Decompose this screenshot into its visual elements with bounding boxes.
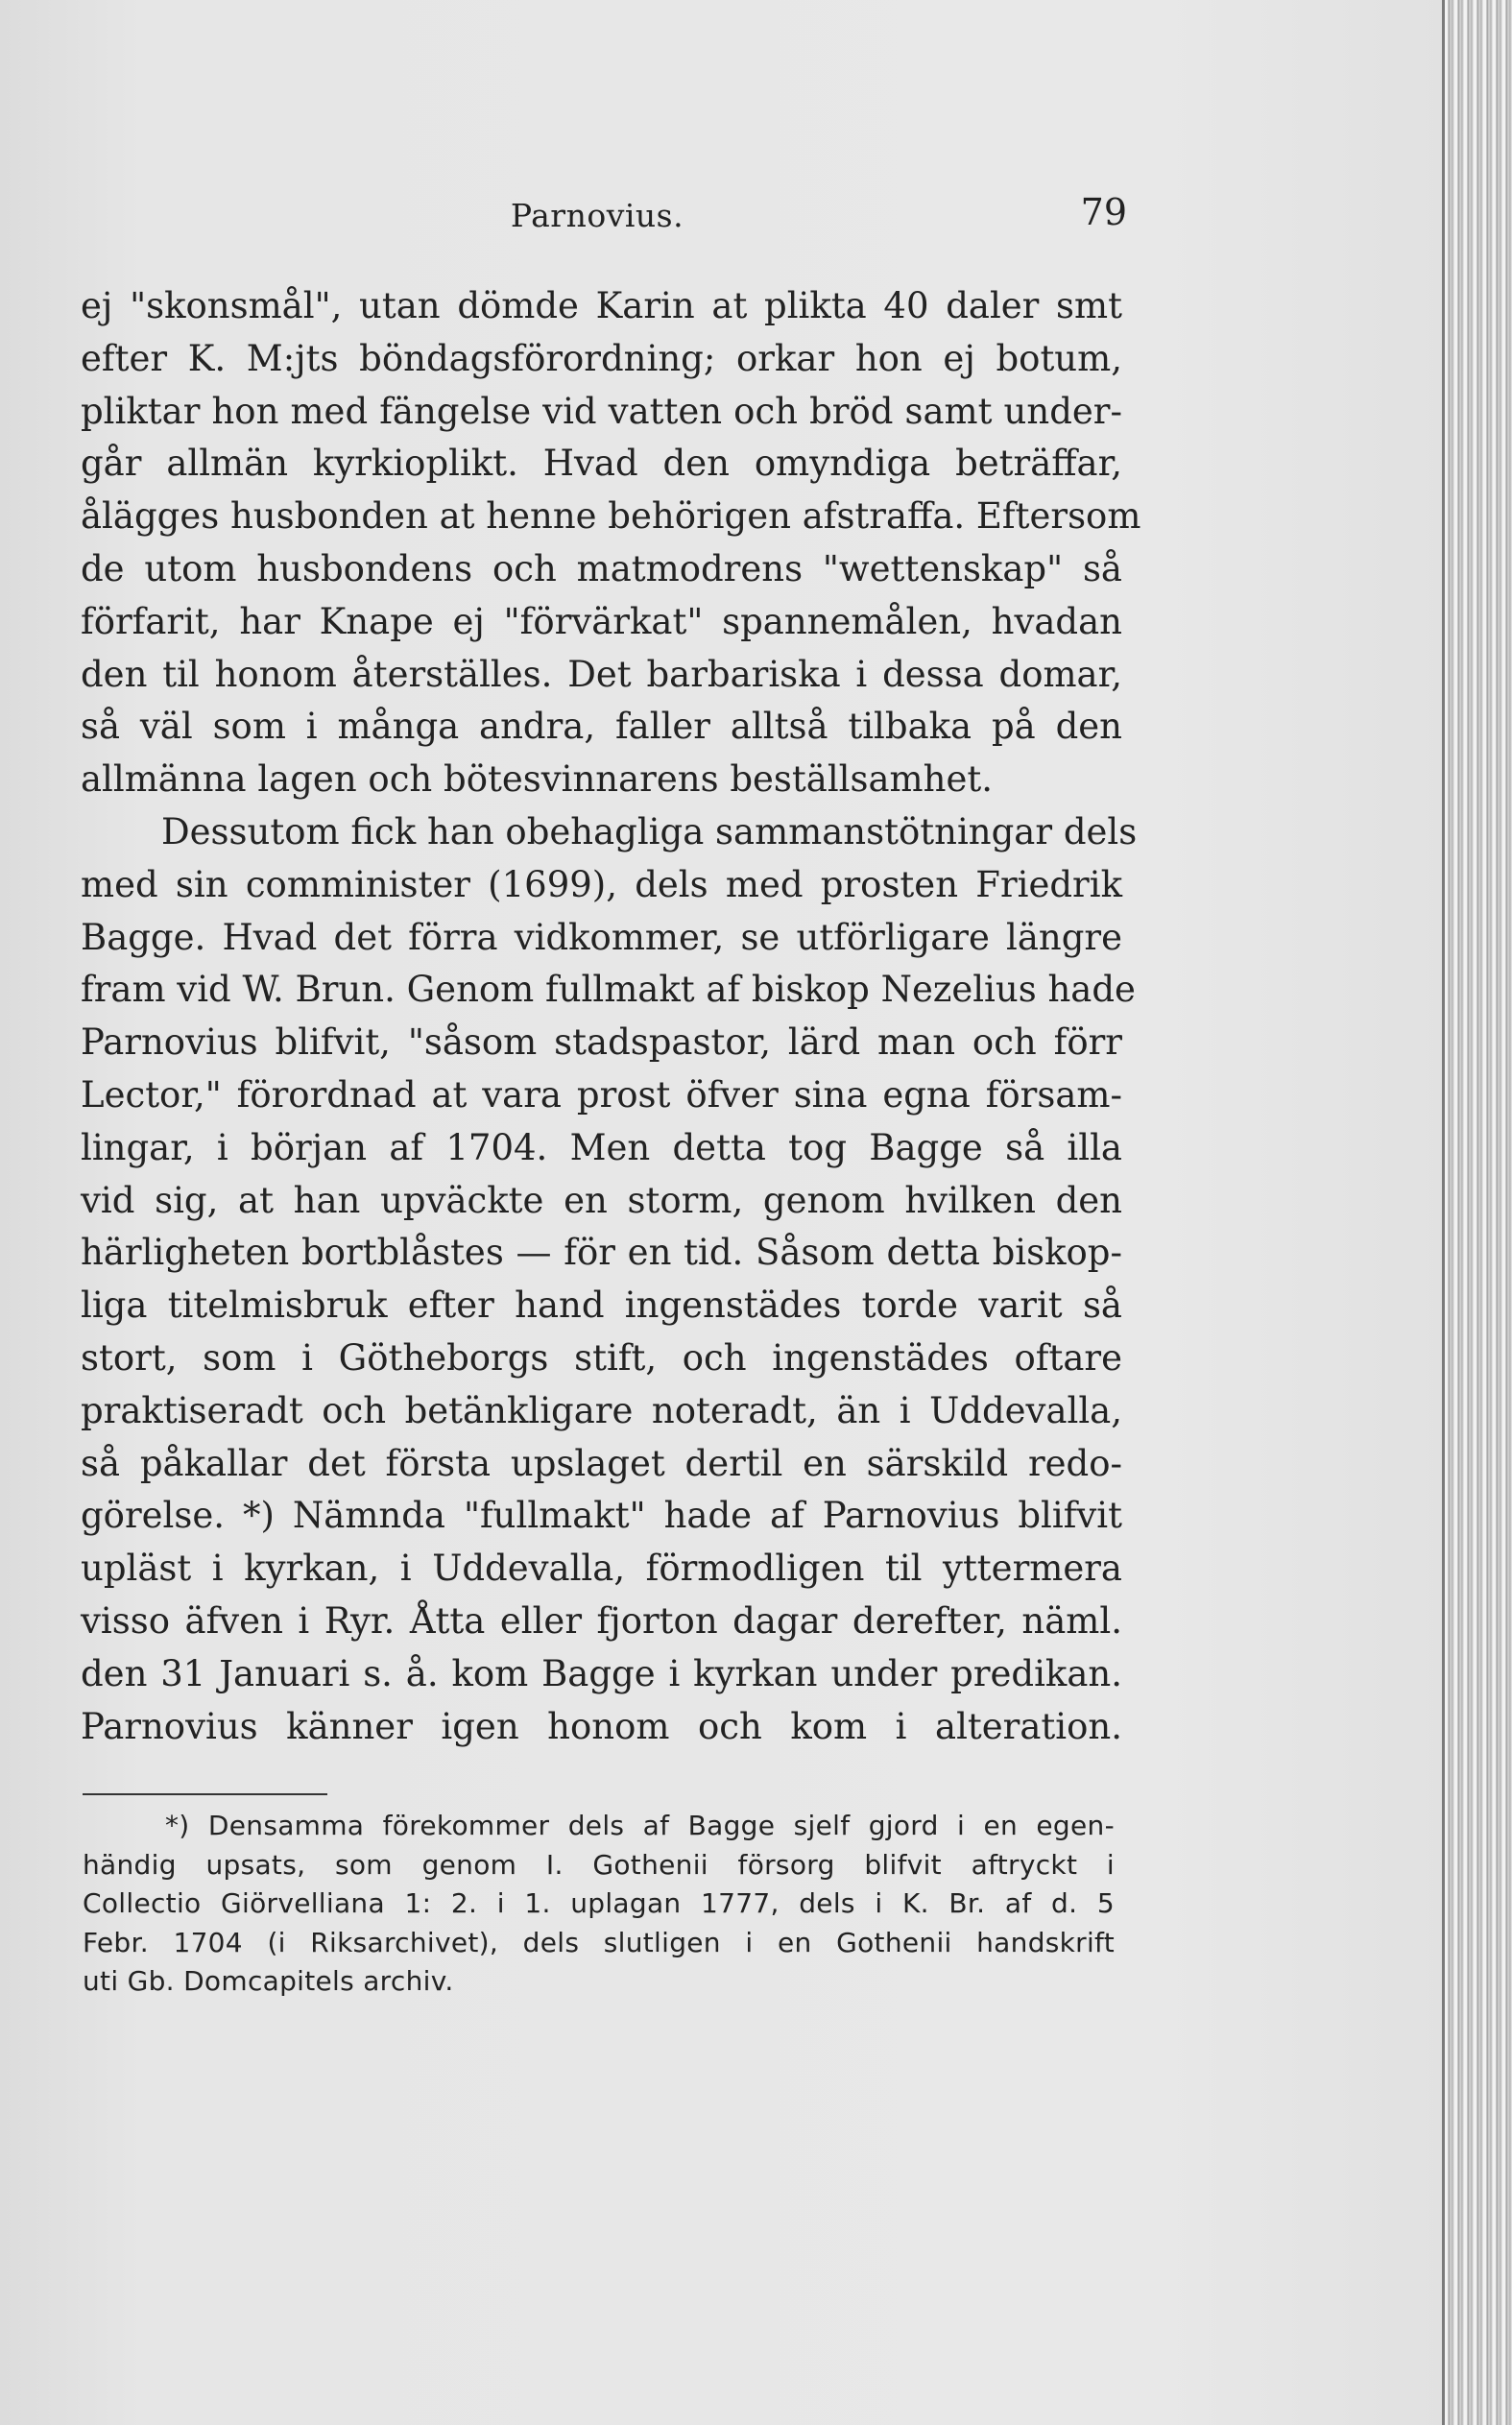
text-line: så påkallar det första upslaget dertil en särskild redo- [81, 1442, 1122, 1484]
text-line: Parnovius blifvit, "såsom stadspastor, lärd man och förr [81, 1021, 1122, 1064]
text-line: efter K. M:jts böndagsförordning; orkar hon ej botum, [81, 337, 1122, 379]
text-line: ej "skonsmål", utan dömde Karin at plikta 40 daler smt [81, 285, 1122, 326]
text-line: Lector," förordnad at vara prost öfver sina egna försam- [81, 1073, 1122, 1116]
text-line: lingar, i början af 1704. Men detta tog Bagge så illa [81, 1126, 1122, 1168]
text-line: den 31 Januari s. å. kom Bagge i kyrkan under predikan. [81, 1652, 1122, 1694]
text-line: allmänna lagen och bötesvinnarens beställsamhet. [81, 758, 993, 801]
text-line: stort, som i Götheborgs stift, och ingenstädes oftare [81, 1336, 1122, 1379]
text-line: härligheten bortblåstes — för en tid. Såsom detta biskop- [81, 1232, 1122, 1274]
text-line: förfarit, har Knape ej "förvärkat" spannemålen, hvadan [81, 600, 1122, 642]
text-line: ålägges husbonden at henne behörigen afstraffa. Eftersom [81, 495, 1141, 538]
text-line: den til honom återställes. Det barbariska i dessa domar, [81, 653, 1122, 695]
footnote-line: händig upsats, som genom I. Gothenii försorg blifvit aftryckt i [83, 1848, 1115, 1881]
running-title: Parnovius. [510, 197, 684, 234]
footnote-line: uti Gb. Domcapitels archiv. [83, 1965, 454, 1998]
text-line: upläst i kyrkan, i Uddevalla, förmodligen til yttermera [81, 1548, 1122, 1590]
text-line: så väl som i många andra, faller alltså tilbaka på den [81, 706, 1122, 748]
text-line: Dessutom fick han obehagliga sammanstötningar dels [161, 810, 1138, 852]
text-line: med sin comminister (1699), dels med prosten Friedrik [81, 863, 1122, 905]
footnote-line: *) Densamma förekommer dels af Bagge sjelf gjord i en egen- [165, 1810, 1115, 1841]
text-line: görelse. *) Nämnda "fullmakt" hade af Parnovius blifvit [81, 1495, 1122, 1537]
text-line: Parnovius känner igen honom och kom i alteration. [81, 1705, 1122, 1747]
footnote-line: Febr. 1704 (i Riksarchivet), dels slutligen i en Gothenii handskrift [83, 1926, 1115, 1958]
book-page-edges [1442, 0, 1512, 2425]
page-header [79, 191, 1127, 245]
text-line: visso äfven i Ryr. Åtta eller fjorton dagar derefter, näml. [81, 1599, 1122, 1642]
footnote [83, 1807, 1115, 2002]
text-line: fram vid W. Brun. Genom fullmakt af biskop Nezelius hade [81, 969, 1136, 1011]
footnote-divider [83, 1793, 327, 1795]
main-text [81, 280, 1141, 1753]
text-line: Bagge. Hvad det förra vidkommer, se utförligare längre [81, 916, 1122, 958]
text-line: pliktar hon med fängelse vid vatten och bröd samt under- [81, 390, 1122, 432]
text-line: de utom husbondens och matmodrens "wettenskap" så [81, 547, 1122, 589]
text-line: vid sig, at han upväckte en storm, genom hvilken den [81, 1179, 1122, 1221]
footnote-line: Collectio Giörvelliana 1: 2. i 1. uplagan 1777, dels i K. Br. af d. 5 [83, 1887, 1115, 1920]
text-line: går allmän kyrkioplikt. Hvad den omyndiga beträffar, [81, 443, 1122, 485]
page-number: 79 [1080, 191, 1127, 233]
text-line: liga titelmisbruk efter hand ingenstädes torde varit så [81, 1285, 1122, 1327]
text-line: praktiseradt och betänkligare noteradt, än i Uddevalla, [81, 1389, 1122, 1431]
